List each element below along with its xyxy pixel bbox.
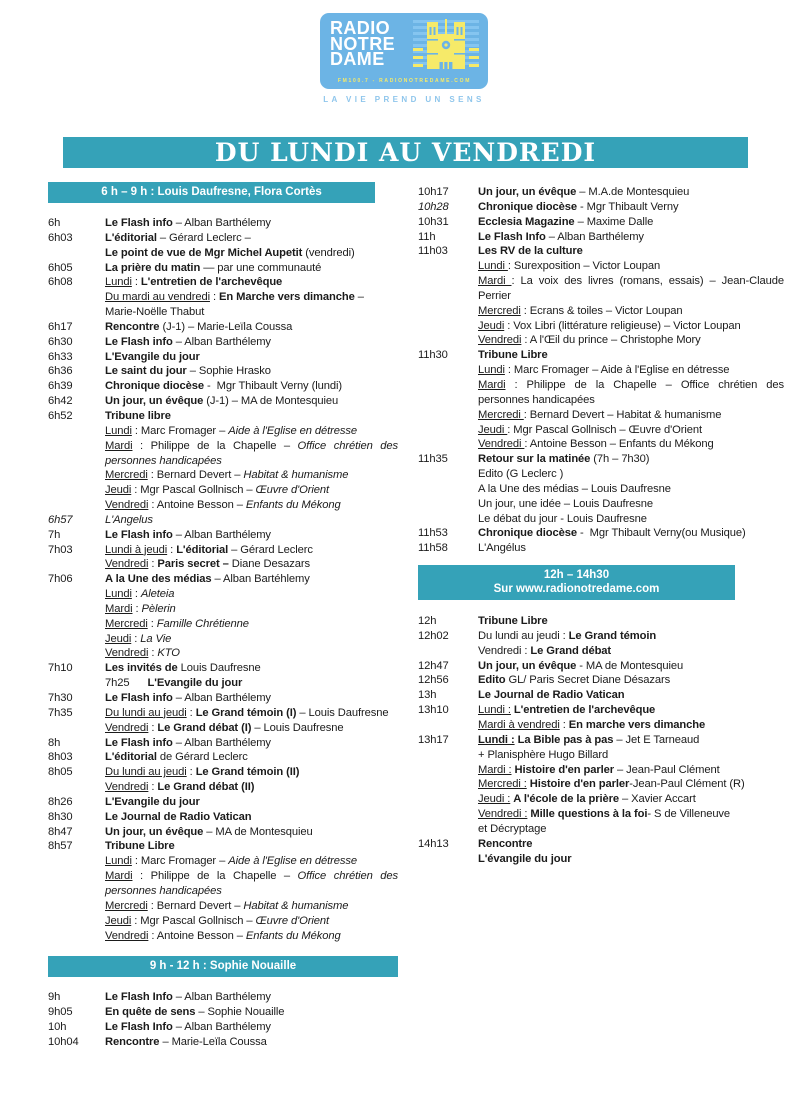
program-entry xyxy=(105,394,398,409)
schedule-row xyxy=(418,452,784,526)
time-label: 6h52 xyxy=(48,409,73,422)
program-line: L'éditorial – Gérard Leclerc – xyxy=(105,231,251,244)
section-header xyxy=(418,565,735,600)
program-entry xyxy=(105,528,398,543)
program-line: L'éditorial de Gérard Leclerc xyxy=(105,751,248,764)
program-line: Lundi : L'entretien de l'archevêque xyxy=(478,704,656,717)
program-line: En quête de sens – Sophie Nouaille xyxy=(105,1006,285,1019)
section-header-line: 12h – 14h30 xyxy=(543,569,610,582)
program-line: Lundi : Marc Fromager – Aide à l'Eglise en détresse xyxy=(478,364,730,377)
program-line: Le saint du jour – Sophie Hrasko xyxy=(105,365,271,378)
program-line: 7h25 L'Evangile du jour xyxy=(105,677,243,690)
program-line: Le point de vue de Mgr Michel Aupetit (vendredi) xyxy=(105,246,355,259)
program-line: Rencontre xyxy=(478,837,533,850)
program-line: Le Flash Info – Alban Barthélemy xyxy=(105,991,271,1004)
program-entry xyxy=(105,839,398,943)
program-entry xyxy=(105,795,398,810)
program-line: Edito GL/ Paris Secret Diane Désazars xyxy=(478,674,671,687)
schedule-row xyxy=(48,765,398,795)
time-label: 8h xyxy=(48,736,61,749)
program-line: Les RV de la culture xyxy=(478,245,583,258)
program-entry xyxy=(478,215,784,230)
program-entry xyxy=(478,688,784,703)
program-line: Mardi : Philippe de la Chapelle – Office chrétien des personnes handicapées xyxy=(478,378,784,406)
time-label: 8h30 xyxy=(48,810,73,823)
schedule-row xyxy=(48,839,398,943)
program-entry xyxy=(478,452,784,526)
schedule-row xyxy=(48,231,398,261)
program-line: Chronique diocèse - Mgr Thibault Verny (lundi) xyxy=(105,380,342,393)
schedule-row xyxy=(418,541,784,556)
schedule-row xyxy=(418,733,784,837)
program-line: Tribune Libre xyxy=(478,615,548,628)
time-label: 6h05 xyxy=(48,261,73,274)
program-line: Lundi à jeudi : L'éditorial – Gérard Leclerc xyxy=(105,543,313,556)
schedule-row xyxy=(418,659,784,674)
time-label: 9h05 xyxy=(48,1006,73,1019)
program-line: Le Flash Info – Alban Barthélemy xyxy=(478,230,644,243)
program-line: Lundi : La Bible pas à pas – Jet E Tarneaud xyxy=(478,733,700,746)
program-line: Un jour, une idée – Louis Daufresne xyxy=(478,497,653,510)
program-line: A la Une des médias – Alban Bartéhlemy xyxy=(105,573,310,586)
program-entry xyxy=(478,673,784,688)
time-label: 6h30 xyxy=(48,335,73,348)
time-label: 12h56 xyxy=(418,674,449,687)
schedule-row xyxy=(48,543,398,573)
schedule-row xyxy=(48,736,398,751)
program-line: Un jour, un évêque - MA de Montesquieu xyxy=(478,659,684,672)
time-label: 8h26 xyxy=(48,795,73,808)
program-entry xyxy=(478,230,784,245)
time-label: 9h xyxy=(48,991,61,1004)
schedule-row xyxy=(48,513,398,528)
program-line: Le Flash info – Alban Barthélemy xyxy=(105,692,271,704)
program-entry xyxy=(105,825,398,840)
schedule-row xyxy=(418,185,784,200)
program-line: Le Flash info – Alban Barthélemy xyxy=(105,335,271,348)
logo-box xyxy=(320,13,488,89)
program-entry xyxy=(105,350,398,365)
schedule-row xyxy=(48,394,398,409)
program-line: Mercredi : Ecrans & toiles – Victor Loupan xyxy=(478,304,683,317)
program-entry xyxy=(105,750,398,765)
program-line: Lundi : Marc Fromager – Aide à l'Eglise en détresse xyxy=(105,855,357,868)
time-label: 11h58 xyxy=(418,542,448,555)
schedule-row xyxy=(418,200,784,215)
schedule-row xyxy=(48,1005,398,1020)
schedule-row xyxy=(48,275,398,320)
program-line: et Décryptage xyxy=(478,822,547,835)
schedule-row xyxy=(418,703,784,733)
schedule-row xyxy=(48,350,398,365)
program-line: Jeudi : Mgr Pascal Gollnisch – Œuvre d'Orient xyxy=(478,423,702,436)
program-line: Lundi : Marc Fromager – Aide à l'Eglise en détresse xyxy=(105,424,357,437)
schedule-row xyxy=(418,244,784,348)
time-label: 7h30 xyxy=(48,692,73,704)
time-label: 7h10 xyxy=(48,662,73,675)
logo-word-dame: DAME xyxy=(330,49,385,70)
program-line: Mardi : Pèlerin xyxy=(105,602,176,615)
program-line: L'Evangile du jour xyxy=(105,795,200,808)
time-label: 12h47 xyxy=(418,659,449,672)
program-entry xyxy=(105,543,398,573)
program-entry xyxy=(105,661,398,691)
program-line: Un jour, un évêque – M.A.de Montesquieu xyxy=(478,186,690,198)
time-label: 6h57 xyxy=(48,513,73,526)
logo-word-notre: NOTRE xyxy=(330,33,395,54)
time-label: 11h30 xyxy=(418,349,448,362)
time-label: 11h35 xyxy=(418,453,448,466)
program-entry xyxy=(105,409,398,513)
logo-tagline: LA VIE PREND UN SENS xyxy=(323,95,485,104)
program-line: A la Une des médias – Louis Daufresne xyxy=(478,482,671,495)
schedule-row xyxy=(48,528,398,543)
program-line: Marie-Noëlle Thabut xyxy=(105,306,205,319)
schedule-left-column xyxy=(48,182,398,1050)
program-line: Tribune Libre xyxy=(478,349,548,362)
program-line: Ecclesia Magazine – Maxime Dalle xyxy=(478,215,654,228)
program-line: Les invités de Louis Daufresne xyxy=(105,662,261,675)
program-line: Tribune libre xyxy=(105,409,171,422)
section-header-line: 6 h – 9 h : Louis Daufresne, Flora Cortès xyxy=(101,186,322,198)
program-line: Tribune Libre xyxy=(105,840,175,853)
time-label: 6h33 xyxy=(48,350,73,363)
program-line: Mercredi : Bernard Devert – Habitat & humanisme xyxy=(105,899,349,912)
radio-notre-dame-logo xyxy=(320,13,488,104)
time-label: 7h03 xyxy=(48,543,73,556)
schedule-row xyxy=(48,572,398,661)
time-label: 6h36 xyxy=(48,365,73,378)
program-line: Le Flash Info – Alban Barthélemy xyxy=(105,1021,271,1034)
program-line: Mercredi : Bernard Devert – Habitat & humanisme xyxy=(105,469,349,482)
program-line: Jeudi : Mgr Pascal Gollnisch – Œuvre d'Orient xyxy=(105,914,329,927)
time-label: 10h04 xyxy=(48,1035,79,1048)
program-line: Vendredi : Antoine Besson – Enfants du Mékong xyxy=(105,499,341,512)
program-entry xyxy=(478,659,784,674)
section-header xyxy=(48,182,375,203)
program-entry xyxy=(105,261,398,276)
schedule-row xyxy=(48,810,398,825)
schedule-right-column xyxy=(418,185,784,866)
program-line: + Planisphère Hugo Billard xyxy=(478,748,609,761)
time-label: 14h13 xyxy=(418,837,449,850)
program-entry xyxy=(105,1035,398,1050)
program-entry xyxy=(478,733,784,837)
program-entry xyxy=(105,513,398,528)
program-line: Retour sur la matinée (7h – 7h30) xyxy=(478,453,650,466)
program-entry xyxy=(105,765,398,795)
time-label: 7h06 xyxy=(48,573,73,586)
program-line: Un jour, un évêque (J-1) – MA de Montesquieu xyxy=(105,395,339,408)
program-line: Vendredi : Le Grand débat (I) – Louis Daufresne xyxy=(105,721,344,734)
program-line: Le Flash info – Alban Barthélemy xyxy=(105,217,271,229)
schedule-row xyxy=(48,320,398,335)
program-line: Le Journal de Radio Vatican xyxy=(478,689,625,702)
time-label: 13h10 xyxy=(418,704,449,717)
schedule-row xyxy=(48,691,398,706)
program-line: Vendredi : Paris secret – Diane Desazars xyxy=(105,558,310,571)
program-entry xyxy=(478,629,784,659)
program-entry xyxy=(478,348,784,452)
schedule-row xyxy=(48,1020,398,1035)
program-entry xyxy=(478,185,784,200)
time-label: 10h28 xyxy=(418,200,449,213)
logo-frequency-url: FM100.7 - RADIONOTREDAME.COM xyxy=(337,78,472,84)
time-label: 6h42 xyxy=(48,395,73,408)
program-line: Chronique diocèse - Mgr Thibault Verny xyxy=(478,200,679,213)
program-line: Vendredi : Le Grand débat xyxy=(478,644,612,657)
time-label: 12h02 xyxy=(418,629,449,642)
program-entry xyxy=(478,526,784,541)
program-entry xyxy=(105,335,398,350)
schedule-row xyxy=(418,673,784,688)
program-entry xyxy=(105,810,398,825)
program-line: L'Angélus xyxy=(478,542,526,555)
program-line: Chronique diocèse - Mgr Thibault Verny(ou Musique) xyxy=(478,527,746,540)
schedule-row xyxy=(418,614,784,629)
program-line: Mercredi : Histoire d'en parler-Jean-Paul Clément (R) xyxy=(478,778,745,791)
schedule-row xyxy=(418,230,784,245)
program-line: L'Angelus xyxy=(105,513,153,526)
schedule-row xyxy=(48,1035,398,1050)
program-entry xyxy=(478,200,784,215)
logo-wordmark xyxy=(330,18,395,70)
schedule-row xyxy=(48,706,398,736)
program-line: Lundi : L'entretien de l'archevêque xyxy=(105,276,283,289)
program-entry xyxy=(105,990,398,1005)
time-label: 6h39 xyxy=(48,380,73,393)
schedule-row xyxy=(48,409,398,513)
program-line: Jeudi : A l'école de la prière – Xavier Accart xyxy=(478,793,696,806)
program-entry xyxy=(105,320,398,335)
time-label: 10h31 xyxy=(418,215,449,228)
program-entry xyxy=(105,379,398,394)
schedule-row xyxy=(48,825,398,840)
program-line: Mercredi : Famille Chrétienne xyxy=(105,617,249,630)
section-header-line: 9 h - 12 h : Sophie Nouaille xyxy=(149,960,297,973)
schedule-row xyxy=(48,661,398,691)
program-entry xyxy=(105,364,398,379)
program-entry xyxy=(105,706,398,736)
time-label: 11h xyxy=(418,230,436,243)
program-entry xyxy=(105,1005,398,1020)
program-line: Vendredi : Mille questions à la foi- S de Villeneuve xyxy=(478,808,731,821)
program-entry xyxy=(105,275,398,320)
section-header xyxy=(48,956,398,977)
time-label: 8h03 xyxy=(48,751,73,764)
schedule-row xyxy=(48,750,398,765)
program-line: Vendredi : A l'Œil du prince – Christophe Mory xyxy=(478,334,701,347)
schedule-row xyxy=(48,216,398,231)
program-entry xyxy=(478,541,784,556)
time-label: 8h47 xyxy=(48,825,73,838)
schedule-row xyxy=(48,335,398,350)
schedule-row xyxy=(418,526,784,541)
program-line: Jeudi : Vox Libri (littérature religieuse) – Victor Loupan xyxy=(478,319,741,332)
schedule-row xyxy=(48,364,398,379)
section-header-line: Sur www.radionotredame.com xyxy=(493,583,660,596)
program-line: Mardi à vendredi : En marche vers dimanche xyxy=(478,719,706,731)
time-label: 6h xyxy=(48,217,61,229)
time-label: 13h xyxy=(418,689,437,702)
schedule-row xyxy=(418,348,784,452)
program-line: Rencontre (J-1) – Marie-Leïla Coussa xyxy=(105,320,293,333)
cathedral-icon xyxy=(413,19,479,74)
time-label: 11h53 xyxy=(418,527,448,540)
time-label: 6h17 xyxy=(48,320,73,333)
schedule-row xyxy=(418,688,784,703)
schedule-row xyxy=(48,261,398,276)
program-line: Mardi : Philippe de la Chapelle – Office chrétien des personnes handicapées xyxy=(105,439,398,467)
program-line: Mardi : Philippe de la Chapelle – Office chrétien des personnes handicapées xyxy=(105,870,398,897)
program-line: Du mardi au vendredi : En Marche vers dimanche – xyxy=(105,291,364,304)
program-line: Vendredi : KTO xyxy=(105,647,180,660)
schedule-row xyxy=(48,990,398,1005)
program-line: Le Journal de Radio Vatican xyxy=(105,810,252,823)
program-line: L'Evangile du jour xyxy=(105,350,200,363)
program-line: La prière du matin — par une communauté xyxy=(105,261,322,274)
program-line: Mardi : La voix des livres (romans, essais) – Jean-Claude Perrier xyxy=(478,275,785,302)
program-line: Jeudi : Mgr Pascal Gollnisch – Œuvre d'Orient xyxy=(105,484,329,497)
program-entry xyxy=(105,736,398,751)
program-entry xyxy=(478,703,784,733)
program-entry xyxy=(478,244,784,348)
program-line: Vendredi : Le Grand débat (II) xyxy=(105,781,255,794)
time-label: 6h03 xyxy=(48,231,73,244)
logo-word-radio: RADIO xyxy=(330,18,390,38)
schedule-row xyxy=(418,629,784,659)
schedule-row xyxy=(48,379,398,394)
schedule-row xyxy=(48,795,398,810)
program-entry xyxy=(105,1020,398,1035)
time-label: 10h xyxy=(48,1021,67,1034)
program-line: Jeudi : La Vie xyxy=(105,632,172,645)
program-entry xyxy=(105,231,398,261)
program-line: Mercredi : Bernard Devert – Habitat & humanisme xyxy=(478,408,722,421)
program-line: Du lundi au jeudi : Le Grand témoin (I) – Louis Daufresne xyxy=(105,706,389,719)
program-line: Du lundi au jeudi : Le Grand témoin (II) xyxy=(105,766,300,779)
time-label: 8h05 xyxy=(48,766,73,779)
time-label: 6h08 xyxy=(48,276,73,289)
program-line: Du lundi au jeudi : Le Grand témoin xyxy=(478,629,657,642)
program-line: Vendredi : Antoine Besson – Enfants du Mékong xyxy=(105,929,341,942)
program-entry xyxy=(105,216,398,231)
program-line: Le Flash info – Alban Barthélemy xyxy=(105,528,271,541)
program-line: L'évangile du jour xyxy=(478,852,572,865)
program-entry xyxy=(105,691,398,706)
program-line: Un jour, un évêque – MA de Montesquieu xyxy=(105,825,313,838)
time-label: 12h xyxy=(418,615,437,628)
time-label: 11h03 xyxy=(418,245,448,258)
program-line: Lundi : Surexposition – Victor Loupan xyxy=(478,260,661,273)
schedule-row xyxy=(418,837,784,867)
time-label: 13h17 xyxy=(418,733,449,746)
program-line: Mardi : Histoire d'en parler – Jean-Paul Clément xyxy=(478,763,720,776)
time-label: 10h17 xyxy=(418,186,449,198)
program-entry xyxy=(105,572,398,661)
program-line: Rencontre – Marie-Leïla Coussa xyxy=(105,1035,267,1048)
main-title-banner: DU LUNDI AU VENDREDI xyxy=(63,137,748,168)
schedule-row xyxy=(418,215,784,230)
program-line: Vendredi : Antoine Besson – Enfants du Mékong xyxy=(478,438,714,451)
time-label: 7h xyxy=(48,528,61,541)
program-line: Lundi : Aleteia xyxy=(105,588,175,601)
program-line: Le Flash info – Alban Barthélemy xyxy=(105,736,271,749)
program-line: Edito (G Leclerc ) xyxy=(478,468,564,481)
program-line: Le débat du jour - Louis Daufresne xyxy=(478,512,647,525)
time-label: 7h35 xyxy=(48,706,73,719)
program-entry xyxy=(478,837,784,867)
time-label: 8h57 xyxy=(48,840,73,853)
program-entry xyxy=(478,614,784,629)
